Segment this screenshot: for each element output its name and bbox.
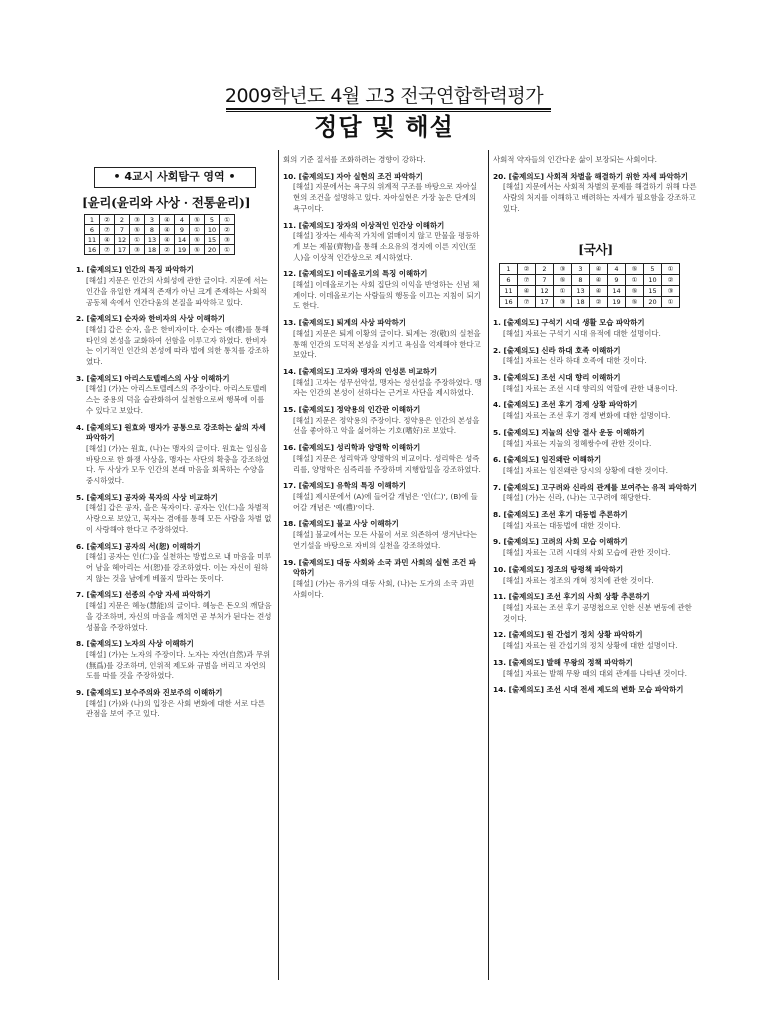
question-number-cell: 11 — [85, 235, 100, 245]
explanation-heading: 11. [출제의도] 장자의 이상적인 인간상 이해하기 — [283, 220, 445, 230]
answer-cell: ② — [590, 297, 608, 308]
question-number-cell: 3 — [145, 215, 160, 225]
explanation-item — [493, 400, 698, 421]
explanation-item — [283, 405, 483, 437]
answer-cell: ③ — [130, 245, 145, 255]
explanation-item — [76, 374, 273, 417]
explanation-body: [해설] 자료는 신라 하대 호족에 대한 것이다. — [503, 356, 647, 366]
answer-row — [500, 297, 680, 308]
question-number-cell: 6 — [85, 225, 100, 235]
question-number-cell: 20 — [644, 297, 662, 308]
answer-row — [85, 215, 235, 225]
explanation-heading: 5. [출제의도] 지눌의 신앙 결사 운동 이해하기 — [493, 427, 645, 437]
question-number-cell: 9 — [608, 275, 626, 286]
explanation-heading: 6. [출제의도] 임진왜란 이해하기 — [493, 455, 602, 465]
explanation-body: [해설] (가)는 신라, (나)는 고구려에 해당한다. — [503, 493, 651, 503]
explanation-item — [493, 592, 698, 624]
answer-cell: ⑤ — [626, 286, 644, 297]
explanation-item — [283, 443, 483, 475]
explanation-heading: 17. [출제의도] 유학의 특징 이해하기 — [283, 481, 406, 491]
explanation-heading: 13. [출제의도] 발해 무왕의 정책 파악하기 — [493, 657, 633, 667]
explanation-body: [해설] 자료는 발해 무왕 때의 대외 관계를 나타낸 것이다. — [503, 668, 687, 678]
question-number-cell: 2 — [115, 215, 130, 225]
question-number-cell: 17 — [115, 245, 130, 255]
answer-cell: ① — [554, 286, 572, 297]
answer-cell: ③ — [554, 297, 572, 308]
question-number-cell: 3 — [572, 264, 590, 275]
explanation-body: [해설] 이데올로기는 사회 집단의 이익을 반영하는 신념 체계이다. 이데올로기는 사람들의 행동을 이끄는 지침이 되기도 한다. — [293, 280, 481, 311]
answer-cell: ⑦ — [518, 297, 536, 308]
explanation-heading: 9. [출제의도] 보수주의와 진보주의 이해하기 — [76, 688, 223, 698]
question-number-cell: 20 — [205, 245, 220, 255]
explanation-heading: 11. [출제의도] 조선 후기의 사회 상황 추론하기 — [493, 592, 650, 602]
explanation-heading: 8. [출제의도] 노자의 사상 이해하기 — [76, 639, 194, 649]
explanation-heading: 6. [출제의도] 공자의 서(恕) 이해하기 — [76, 541, 201, 551]
title-rule-thick — [226, 108, 551, 110]
section-title-ethics: [윤리(윤리와 사상 · 전통윤리)] — [82, 194, 251, 210]
answer-row — [85, 225, 235, 235]
answer-cell: ④ — [160, 225, 175, 235]
explanations-ethics-cont — [283, 172, 483, 601]
question-number-cell: 17 — [536, 297, 554, 308]
question-number-cell: 1 — [500, 264, 518, 275]
question-number-cell: 8 — [145, 225, 160, 235]
answer-cell: ① — [662, 297, 680, 308]
answer-cell: ④ — [518, 286, 536, 297]
explanation-item — [493, 172, 698, 215]
explanation-item — [493, 373, 698, 394]
explanation-item — [283, 519, 483, 551]
explanation-body: [해설] (가)는 노자의 주장이다. 노자는 자연(自然)과 무위(無爲)를 강조하며, 인위적 제도와 규범을 버리고 자연의 도를 따를 것을 주장하였다. — [86, 649, 271, 681]
explanation-body: [해설] 장자는 세속적 가치에 얽매이지 않고 만물을 평등하게 보는 제물(齊物)을 통해 소요유의 경지에 이른 지인(至人)을 이상적 인간상으로 제시하였다. — [293, 231, 480, 262]
answer-cell: ⑦ — [518, 275, 536, 286]
explanation-body: [해설] 자료는 임진왜란 당시의 상황에 대한 것이다. — [503, 465, 669, 475]
explanation-body: [해설] 지문은 퇴계 이황의 글이다. 퇴계는 경(敬)의 실천을 통해 인간의 도덕적 본성을 지키고 욕심을 억제해야 한다고 보았다. — [293, 328, 481, 360]
explanation-heading: 3. [출제의도] 아리스토텔레스의 사상 이해하기 — [76, 373, 230, 383]
question-number-cell: 13 — [145, 235, 160, 245]
explanation-item — [76, 639, 273, 682]
question-number-cell: 18 — [145, 245, 160, 255]
explanation-heading: 7. [출제의도] 고구려와 신라의 관계를 보여주는 유적 파악하기 — [493, 482, 698, 492]
answer-cell: ① — [220, 245, 235, 255]
answer-cell: ③ — [662, 286, 680, 297]
explanation-heading: 4. [출제의도] 조선 후기 경제 상황 파악하기 — [493, 400, 638, 410]
title-rule-thin — [226, 111, 551, 112]
answer-cell: ① — [626, 275, 644, 286]
answer-cell: ① — [130, 235, 145, 245]
explanation-item — [493, 483, 698, 504]
explanation-body: [해설] 자료는 대동법에 대한 것이다. — [503, 520, 621, 530]
explanation-body: [해설] 지문에서는 사회적 차별의 문제를 해결하기 위해 다른 사람의 처지를 이해하고 배려하는 자세가 필요함을 강조하고 있다. — [503, 182, 697, 213]
explanation-item — [76, 493, 273, 536]
explanation-body: [해설] 자료는 조선 시대 향리의 역할에 관한 내용이다. — [503, 383, 678, 393]
answer-row — [500, 286, 680, 297]
explanation-body: [해설] 지문에서는 욕구의 위계적 구조를 바탕으로 자아실현의 조건을 설명하고 있다. 자아실현은 가장 높은 단계의 욕구이다. — [293, 182, 478, 213]
explanations-history — [493, 318, 698, 696]
explanation-heading: 16. [출제의도] 성리학과 양명학 이해하기 — [283, 443, 421, 453]
question-number-cell: 2 — [536, 264, 554, 275]
explanation-heading: 20. [출제의도] 사회적 차별을 해결하기 위한 자세 파악하기 — [493, 171, 688, 181]
question-number-cell: 5 — [644, 264, 662, 275]
answer-cell: ② — [220, 225, 235, 235]
explanation-heading: 12. [출제의도] 원 간섭기 정치 상황 파악하기 — [493, 630, 643, 640]
question-number-cell: 10 — [205, 225, 220, 235]
explanation-item — [493, 318, 698, 339]
explanation-heading: 12. [출제의도] 이데올로기의 특징 이해하기 — [283, 269, 428, 279]
question-number-cell: 9 — [175, 225, 190, 235]
explanation-heading: 14. [출제의도] 고자와 맹자의 인성론 비교하기 — [283, 366, 438, 376]
explanation-item — [76, 423, 273, 487]
question-number-cell: 8 — [572, 275, 590, 286]
explanation-body: [해설] 갑은 순자, 을은 한비자이다. 순자는 예(禮)를 통해 타인의 본성을 교화하여 선함을 이루고자 하였다. 한비자는 이기적인 인간의 본성에 따라 법에 의한 통치를 강조하였다. — [86, 324, 270, 367]
explanation-heading: 14. [출제의도] 조선 시대 전세 제도의 변화 모습 파악하기 — [493, 685, 684, 695]
answer-cell: ③ — [130, 215, 145, 225]
column-divider — [278, 150, 279, 980]
continued-text: 회의 기준 질서를 조화하려는 경향이 강하다. — [283, 155, 426, 164]
explanation-item — [283, 367, 483, 399]
answer-row — [85, 245, 235, 255]
explanation-heading: 5. [출제의도] 공자와 묵자의 사상 비교하기 — [76, 492, 218, 502]
explanation-body: [해설] 지문은 성리학과 양명학의 비교이다. 성리학은 성즉리를, 양명학은 심즉리를 주장하며 지행합일을 강조하였다. — [293, 453, 481, 474]
explanation-heading: 10. [출제의도] 자아 실현의 조건 파악하기 — [283, 171, 423, 181]
explanation-body: [해설] (가)는 유가의 대동 사회, (나)는 도가의 소국 과민 사회이다. — [293, 578, 475, 599]
explanation-heading: 18. [출제의도] 불교 사상 이해하기 — [283, 519, 399, 529]
question-number-cell: 19 — [608, 297, 626, 308]
question-number-cell: 14 — [608, 286, 626, 297]
explanation-item — [283, 558, 483, 601]
explanation-body: [해설] 자료는 조선 후기 경제 변화에 대한 설명이다. — [503, 411, 671, 421]
explanation-heading: 4. [출제의도] 원효와 맹자가 공통으로 강조하는 삶의 자세 파악하기 — [76, 422, 266, 443]
explanation-body: [해설] 갑은 공자, 을은 묵자이다. 공자는 인(仁)을 차별적 사랑으로 보았고, 묵자는 겸애를 통해 모든 사람을 차별 없이 사랑해야 한다고 주장하였다. — [86, 503, 272, 534]
question-number-cell: 14 — [175, 235, 190, 245]
explanation-body: [해설] 불교에서는 모든 사물이 서로 의존하여 생겨난다는 연기설을 바탕으로 자비의 실천을 강조하였다. — [293, 530, 478, 550]
answer-row — [500, 275, 680, 286]
explanation-item — [283, 318, 483, 361]
explanation-item — [283, 172, 483, 215]
answer-cell: ① — [220, 215, 235, 225]
answer-cell: ③ — [554, 264, 572, 275]
explanation-heading: 3. [출제의도] 조선 시대 향리 이해하기 — [493, 373, 621, 383]
explanation-item — [493, 455, 698, 476]
answer-cell: ④ — [160, 215, 175, 225]
explanation-item — [493, 428, 698, 449]
answer-row — [500, 264, 680, 275]
section-title-history: [국사] — [578, 241, 613, 257]
explanation-item — [76, 542, 273, 585]
answer-table-history — [499, 263, 680, 308]
answer-cell: ④ — [590, 264, 608, 275]
explanation-item — [493, 658, 698, 679]
question-number-cell: 4 — [608, 264, 626, 275]
answer-row — [85, 235, 235, 245]
answer-cell: ⑦ — [100, 245, 115, 255]
question-number-cell: 10 — [644, 275, 662, 286]
question-number-cell: 12 — [536, 286, 554, 297]
answer-cell: ⑤ — [626, 297, 644, 308]
answer-cell: ⑤ — [190, 235, 205, 245]
explanation-body: [해설] 자료는 지눌의 정혜쌍수에 관한 것이다. — [503, 438, 652, 448]
explanation-body: [해설] 지문은 혜능(慧能)의 글이다. 혜능은 돈오의 깨달음을 강조하며, 자신의 마음을 깨치면 곧 부처가 된다는 견성성불을 주장하였다. — [86, 601, 272, 632]
answer-cell: ⑤ — [130, 225, 145, 235]
explanation-item — [283, 269, 483, 312]
explanation-heading: 1. [출제의도] 구석기 시대 생활 모습 파악하기 — [493, 318, 645, 328]
explanation-item — [493, 510, 698, 531]
explanation-body: [해설] (가)는 원효, (나)는 맹자의 글이다. 원효는 일심을 바탕으로 한 화쟁 사상을, 맹자는 사단의 확충을 강조하였다. 두 사상가 모두 인간의 본래 마음을 회복하는 수양을 중시하였다. — [86, 443, 270, 486]
explanation-item — [493, 346, 698, 367]
answer-cell: ③ — [220, 235, 235, 245]
question-number-cell: 12 — [115, 235, 130, 245]
explanation-body: [해설] 공자는 인(仁)을 실천하는 방법으로 내 마음을 미루어 남을 헤아리는 서(恕)를 강조하였다. 이는 자신이 원하지 않는 것을 남에게 베풀지 말라는 뜻이다. — [86, 552, 272, 583]
explanation-heading: 8. [출제의도] 조선 후기 대동법 추론하기 — [493, 510, 628, 520]
explanation-body: [해설] 지문은 정약용의 주장이다. 정약용은 인간의 본성을 선을 좋아하고 악을 싫어하는 기호(嗜好)로 보았다. — [293, 415, 480, 436]
explanation-heading: 10. [출제의도] 정조의 탕평책 파악하기 — [493, 564, 624, 574]
explanation-item — [283, 481, 483, 513]
answer-cell: ④ — [590, 286, 608, 297]
question-number-cell: 5 — [205, 215, 220, 225]
explanation-body: [해설] (가)와 (나)의 입장은 사회 변화에 대한 서로 다른 관점을 보여 주고 있다. — [86, 698, 265, 719]
explanations-ethics — [76, 265, 273, 720]
answer-cell: ① — [662, 264, 680, 275]
explanation-heading: 1. [출제의도] 인간의 특징 파악하기 — [76, 265, 194, 275]
answer-cell: ④ — [100, 235, 115, 245]
explanation-item — [493, 630, 698, 651]
explanations-ethics-end — [493, 172, 698, 215]
column-divider — [488, 150, 489, 980]
explanation-body: [해설] 제시문에서 (A)에 들어갈 개념은 '인(仁)', (B)에 들어갈 개념은 '예(禮)'이다. — [293, 491, 478, 512]
answer-cell: ⑤ — [190, 215, 205, 225]
explanation-heading: 7. [출제의도] 선종의 수양 자세 파악하기 — [76, 590, 211, 600]
answer-table-ethics — [84, 214, 235, 255]
answer-cell: ⑦ — [100, 225, 115, 235]
explanation-heading: 2. [출제의도] 신라 하대 호족 이해하기 — [493, 345, 621, 355]
explanation-item — [76, 314, 273, 368]
explanation-body: [해설] 자료는 정조의 개혁 정치에 관한 것이다. — [503, 575, 654, 585]
page-header — [0, 84, 768, 142]
question-number-cell: 18 — [572, 297, 590, 308]
question-number-cell: 11 — [500, 286, 518, 297]
explanation-heading: 9. [출제의도] 고려의 사회 모습 이해하기 — [493, 537, 628, 547]
question-number-cell: 13 — [572, 286, 590, 297]
question-number-cell: 19 — [175, 245, 190, 255]
answer-cell: ② — [160, 245, 175, 255]
middle-column — [283, 155, 483, 980]
question-number-cell: 15 — [644, 286, 662, 297]
question-number-cell: 16 — [500, 297, 518, 308]
explanation-body: [해설] (가)는 아리스토텔레스의 주장이다. 아리스토텔레스는 중용의 덕을 습관화하여 실천함으로써 행복에 이를 수 있다고 보았다. — [86, 384, 267, 415]
question-number-cell: 7 — [536, 275, 554, 286]
subject-banner: • 4교시 사회탐구 영역 • — [94, 167, 256, 188]
right-column — [493, 155, 698, 980]
exam-subtitle: 정답 및 해설 — [314, 113, 454, 141]
answer-cell: ④ — [160, 235, 175, 245]
explanation-item — [76, 265, 273, 308]
answer-cell: ⑤ — [554, 275, 572, 286]
explanation-item — [493, 685, 698, 696]
explanation-item — [283, 221, 483, 264]
exam-title: 2009학년도 4월 고3 전국연합학력평가 — [224, 85, 544, 107]
answer-cell: ② — [518, 264, 536, 275]
explanation-heading: 13. [출제의도] 퇴계의 사상 파악하기 — [283, 318, 406, 328]
explanation-body: [해설] 자료는 원 간섭기의 정치 상황에 대한 설명이다. — [503, 641, 678, 651]
answer-cell: ⑤ — [190, 245, 205, 255]
explanation-item — [76, 590, 273, 633]
question-number-cell: 7 — [115, 225, 130, 235]
answer-cell: ⑤ — [626, 264, 644, 275]
explanation-heading: 2. [출제의도] 순자와 한비자의 사상 이해하기 — [76, 314, 225, 324]
explanation-heading: 19. [출제의도] 대동 사회와 소국 과민 사회의 실현 조건 파악하기 — [283, 557, 476, 578]
explanation-item — [76, 688, 273, 720]
question-number-cell: 16 — [85, 245, 100, 255]
explanation-item — [493, 565, 698, 586]
question-number-cell: 1 — [85, 215, 100, 225]
explanation-body: [해설] 자료는 구석기 시대 유적에 대한 설명이다. — [503, 328, 661, 338]
explanation-body: [해설] 자료는 조선 후기 공명첩으로 인한 신분 변동에 관한 것이다. — [503, 602, 692, 623]
question-number-cell: 6 — [500, 275, 518, 286]
continued-text: 사회적 약자들의 인간다운 삶이 보장되는 사회이다. — [493, 155, 658, 164]
question-number-cell: 15 — [205, 235, 220, 245]
left-column — [76, 155, 273, 980]
answer-cell: ④ — [590, 275, 608, 286]
explanation-body: [해설] 고자는 성무선악설, 맹자는 성선설을 주장하였다. 맹자는 인간의 본성이 선하다는 근거로 사단을 제시하였다. — [293, 377, 482, 398]
question-number-cell: 4 — [175, 215, 190, 225]
explanation-heading: 15. [출제의도] 정약용의 인간관 이해하기 — [283, 405, 421, 415]
explanation-body: [해설] 지문은 인간의 사회성에 관한 글이다. 지문에 서는 인간을 유일한 개체적 존재가 아닌 크게 존재하는 사회적 공동체 속에서 인간다움의 본질을 파악하고 있다. — [86, 276, 268, 307]
explanation-item — [493, 537, 698, 558]
answer-cell: ① — [190, 225, 205, 235]
explanation-body: [해설] 자료는 고려 시대의 사회 모습에 관한 것이다. — [503, 548, 671, 558]
answer-cell: ② — [100, 215, 115, 225]
answer-cell: ② — [662, 275, 680, 286]
